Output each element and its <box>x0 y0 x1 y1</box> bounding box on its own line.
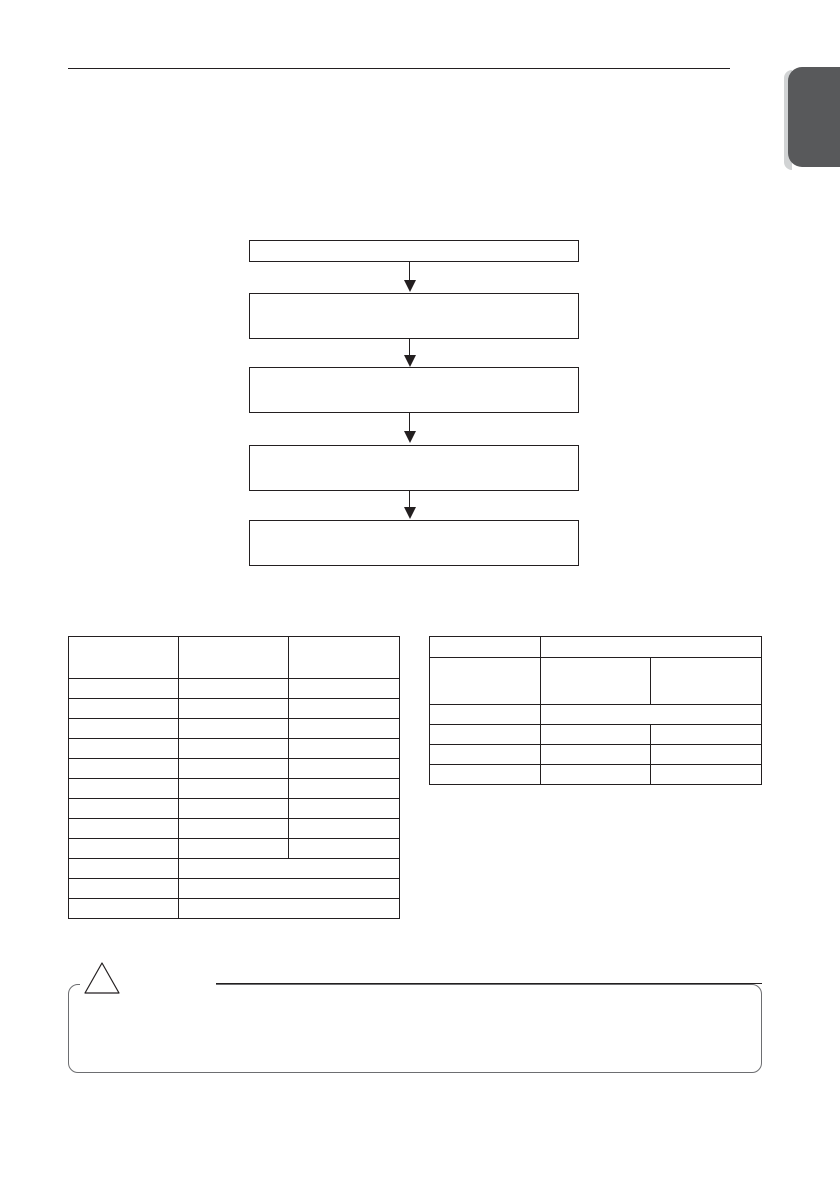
table-cell <box>651 745 762 765</box>
table-cell <box>69 719 179 739</box>
flow-arrow-2-head <box>404 355 416 367</box>
table-cell <box>69 679 179 699</box>
table-cell <box>541 725 651 745</box>
flow-step-4 <box>249 445 579 491</box>
table-cell <box>289 819 400 839</box>
table-cell <box>179 759 289 779</box>
table-cell <box>179 819 289 839</box>
table-cell <box>179 699 289 719</box>
table-cell <box>69 879 179 899</box>
table-row <box>69 839 400 859</box>
table-cell <box>179 739 289 759</box>
table-row <box>430 765 762 785</box>
table-row <box>69 739 400 759</box>
table-header-row <box>430 637 762 658</box>
table-cell <box>430 725 541 745</box>
table-row <box>69 859 400 879</box>
table-row <box>69 879 400 899</box>
left-table <box>68 636 400 919</box>
table-cell <box>179 839 289 859</box>
caution-rule <box>216 983 762 984</box>
table-header-row <box>430 658 762 705</box>
table-cell <box>289 799 400 819</box>
table-cell <box>179 719 289 739</box>
warning-triangle-icon <box>82 960 122 996</box>
table-cell <box>179 899 400 919</box>
table-header-cell <box>541 658 651 705</box>
language-tab <box>788 67 840 167</box>
table-row <box>430 745 762 765</box>
table-cell <box>289 679 400 699</box>
table-cell <box>69 739 179 759</box>
table-row <box>69 699 400 719</box>
table-header-cell <box>541 637 762 658</box>
flow-arrow-1-head <box>404 280 416 292</box>
table-cell <box>430 765 541 785</box>
flow-arrow-3-line <box>409 413 410 433</box>
table-header-cell <box>289 637 400 679</box>
table-cell <box>69 819 179 839</box>
table-cell <box>179 859 400 879</box>
table-row <box>430 725 762 745</box>
flow-arrow-3-head <box>404 431 416 443</box>
table-row <box>69 719 400 739</box>
table-cell <box>541 765 651 785</box>
table-cell <box>289 699 400 719</box>
table-row <box>69 819 400 839</box>
table-row <box>69 759 400 779</box>
table-header-cell <box>69 637 179 679</box>
table-header-row <box>69 637 400 679</box>
table-cell <box>179 879 400 899</box>
table-cell <box>430 745 541 765</box>
table-cell <box>289 779 400 799</box>
flow-step-1 <box>249 240 579 262</box>
table-row <box>69 679 400 699</box>
table-header-cell <box>430 637 541 658</box>
table-cell <box>541 745 651 765</box>
table-row <box>69 799 400 819</box>
table-cell <box>651 725 762 745</box>
table-cell <box>69 799 179 819</box>
table-cell <box>289 719 400 739</box>
table-cell <box>651 765 762 785</box>
right-table <box>429 636 762 785</box>
flow-arrow-1-line <box>409 262 410 282</box>
header-rule <box>68 68 730 69</box>
table-cell <box>69 899 179 919</box>
table-cell <box>541 705 762 725</box>
table-cell <box>179 799 289 819</box>
table-cell <box>69 859 179 879</box>
table-cell <box>430 705 541 725</box>
table-header-cell <box>651 658 762 705</box>
flow-step-3 <box>249 367 579 413</box>
table-cell <box>289 739 400 759</box>
table-row <box>69 899 400 919</box>
table-header-cell <box>179 637 289 679</box>
table-cell <box>69 779 179 799</box>
table-cell <box>69 839 179 859</box>
caution-box <box>68 984 762 1073</box>
table-row <box>69 779 400 799</box>
table-cell <box>69 759 179 779</box>
table-header-cell <box>430 658 541 705</box>
table-cell <box>179 779 289 799</box>
table-cell <box>69 699 179 719</box>
flow-arrow-4-head <box>404 507 416 519</box>
table-cell <box>289 839 400 859</box>
table-cell <box>179 679 289 699</box>
flow-step-5 <box>249 520 579 566</box>
flow-step-2 <box>249 293 579 339</box>
table-row <box>430 705 762 725</box>
table-cell <box>289 759 400 779</box>
